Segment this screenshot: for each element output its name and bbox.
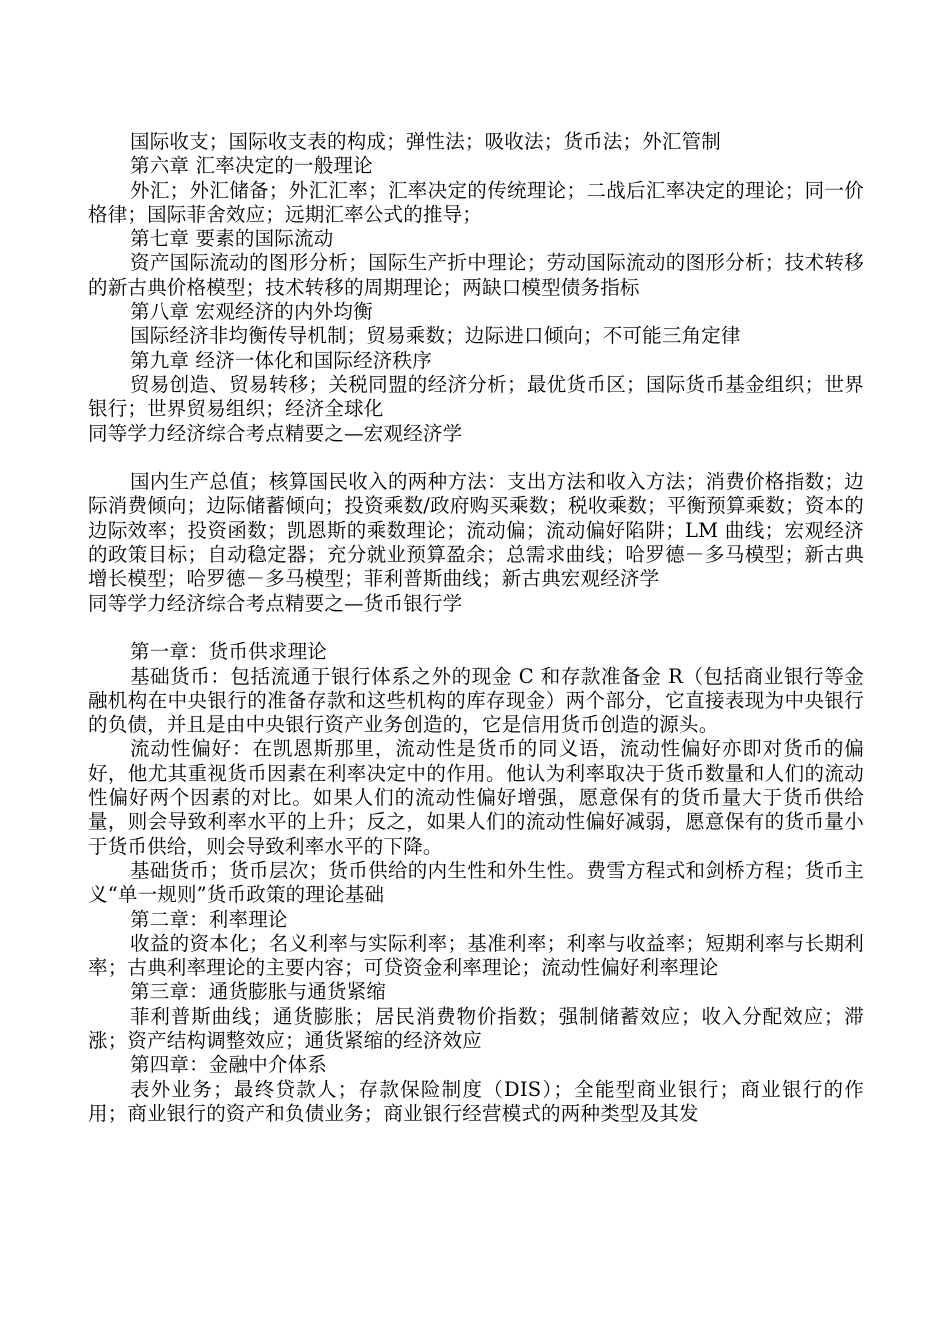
chapter-heading: 第八章 宏观经济的内外均衡 (130, 300, 373, 324)
paragraph: 基础货币；货币层次；货币供给的内生性和外生性。费雪方程式和剑桥方程；货币主义“单一规则”货币政策的理论基础 (88, 858, 864, 907)
section-title: 同等学力经济综合考点精要之—宏观经济学 (88, 421, 463, 445)
chapter-heading: 第九章 经济一体化和国际经济秩序 (130, 348, 432, 372)
paragraph: 表外业务；最终贷款人；存款保险制度（DIS）；全能型商业银行；商业银行的作用；商业银行的资产和负债业务；商业银行经营模式的两种类型及其发 (88, 1077, 864, 1125)
paragraph: 外汇；外汇储备；外汇汇率；汇率决定的传统理论；二战后汇率决定的理论；同一价格律；国际菲舍效应；远期汇率公式的推导； (88, 178, 864, 226)
paragraph: 流动性偏好：在凯恩斯那里，流动性是货币的同义语，流动性偏好亦即对货币的偏好，他尤其重视货币因素在利率决定中的作用。他认为利率取决于货币数量和人们的流动性偏好两个因素的对比。如果人们的流动性偏好增强，愿意保有的货币量大于货币供给量，则会导致利率水平的上升；反之，如果人们的流动性偏好减弱，愿意保有的货币量小于货币供给，则会导致利率水平的下降。 (88, 737, 864, 858)
chapter-heading: 第二章：利率理论 (130, 907, 288, 931)
paragraph: 收益的资本化；名义利率与实际利率；基准利率；利率与收益率；短期利率与长期利率；古典利率理论的主要内容；可贷资金利率理论；流动性偏好利率理论 (88, 931, 864, 980)
blank-line (88, 446, 864, 470)
chapter-heading: 第三章：通货膨胀与通货紧缩 (130, 980, 387, 1004)
section-title: 同等学力经济综合考点精要之—货币银行学 (88, 591, 463, 615)
paragraph: 国内生产总值；核算国民收入的两种方法：支出方法和收入方法；消费价格指数；边际消费倾向；边际储蓄倾向；投资乘数/政府购买乘数；税收乘数；平衡预算乘数；资本的边际效率；投资函数；凯恩斯的乘数理论；流动偏；流动偏好陷阱；LM 曲线；宏观经济的政策目标；自动稳定器；充分就业预算盈余；总需求曲线；哈罗德－多马模型；新古典增长模型；哈罗德－多马模型；菲利普斯曲线；新古典宏观经济学 (88, 470, 864, 591)
paragraph: 基础货币：包括流通于银行体系之外的现金 C 和存款准备金 R（包括商业银行等金融机构在中央银行的准备存款和这些机构的库存现金）两个部分，它直接表现为中央银行的负债，并且是由中央银行资产业务创造的，它是信用货币创造的源头。 (88, 664, 864, 737)
paragraph: 国际收支；国际收支表的构成；弹性法；吸收法；货币法；外汇管制 (130, 130, 722, 153)
chapter-heading: 第六章 汇率决定的一般理论 (130, 154, 373, 178)
chapter-heading: 第四章：金融中介体系 (130, 1053, 328, 1077)
paragraph: 国际经济非均衡传导机制；贸易乘数；边际进口倾向；不可能三角定律 (130, 324, 741, 348)
chapter-heading: 第七章 要素的国际流动 (130, 227, 334, 251)
paragraph: 菲利普斯曲线；通货膨胀；居民消费物价指数；强制储蓄效应；收入分配效应；滞涨；资产结构调整效应；通货紧缩的经济效应 (88, 1004, 864, 1052)
paragraph: 贸易创造、贸易转移；关税同盟的经济分析；最优货币区；国际货币基金组织；世界银行；世界贸易组织；经济全球化 (88, 372, 864, 421)
blank-line (88, 616, 864, 640)
paragraph: 资产国际流动的图形分析；国际生产折中理论；劳动国际流动的图形分析；技术转移的新古典价格模型；技术转移的周期理论；两缺口模型债务指标 (88, 251, 864, 299)
chapter-heading: 第一章：货币供求理论 (130, 640, 328, 664)
